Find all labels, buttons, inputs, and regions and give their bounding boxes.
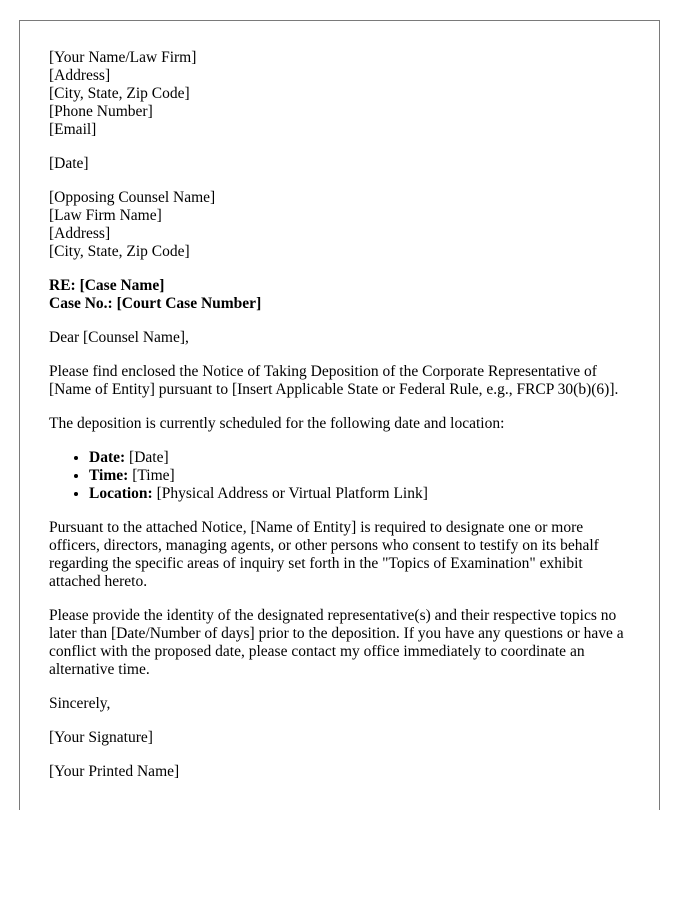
salutation: Dear [Counsel Name], (49, 329, 189, 346)
schedule-date-label: Date: (89, 449, 126, 466)
paragraph-designation: Pursuant to the attached Notice, [Name of Entity] is required to designate one or more officers, directors, managing agents, or other persons who consent to testify on its behalf regarding the specific areas of inquiry set forth in the "Topics of Examination" exhibit attached hereto. (49, 519, 599, 590)
schedule-location-value: [Physical Address or Virtual Platform Link] (156, 485, 428, 502)
schedule-location-label: Location: (89, 485, 153, 502)
recipient-address: [Address] (49, 225, 111, 242)
schedule-time-value: [Time] (132, 467, 175, 484)
date-block (49, 155, 629, 173)
sender-name: [Your Name/Law Firm] (49, 49, 197, 66)
paragraph-schedule-intro: The deposition is currently scheduled for the following date and location: (49, 415, 505, 432)
sender-block (49, 49, 629, 139)
schedule-item-time (89, 467, 629, 485)
recipient-name: [Opposing Counsel Name] (49, 189, 216, 206)
paragraph-request: Please provide the identity of the designated representative(s) and their respective topics no later than [Date/Number of days] prior to the deposition. If you have any questions or have a conflict with the proposed date, please contact my office immediately to coordinate an alternative time. (49, 607, 624, 678)
schedule-item-date (89, 449, 629, 467)
recipient-city-state-zip: [City, State, Zip Code] (49, 243, 190, 260)
schedule-date-value: [Date] (129, 449, 169, 466)
schedule-time-label: Time: (89, 467, 129, 484)
sender-email: [Email] (49, 121, 97, 138)
printed-name: [Your Printed Name] (49, 763, 180, 780)
recipient-block (49, 189, 629, 261)
sender-city-state-zip: [City, State, Zip Code] (49, 85, 190, 102)
signature: [Your Signature] (49, 729, 153, 746)
re-case-number: Case No.: [Court Case Number] (49, 295, 262, 312)
letter-date: [Date] (49, 155, 89, 172)
schedule-list (49, 449, 629, 503)
re-case-name: RE: [Case Name] (49, 277, 165, 294)
paragraph-enclosure: Please find enclosed the Notice of Taking Deposition of the Corporate Representative of [Name of Entity] pursuant to [Insert Applicable State or Federal Rule, e.g., FRCP 30(b)(6)]. (49, 363, 619, 398)
schedule-item-location (89, 485, 629, 503)
recipient-firm: [Law Firm Name] (49, 207, 162, 224)
re-block (49, 277, 629, 313)
sender-address: [Address] (49, 67, 111, 84)
letter-page (19, 20, 660, 810)
sender-phone: [Phone Number] (49, 103, 153, 120)
closing: Sincerely, (49, 695, 111, 712)
